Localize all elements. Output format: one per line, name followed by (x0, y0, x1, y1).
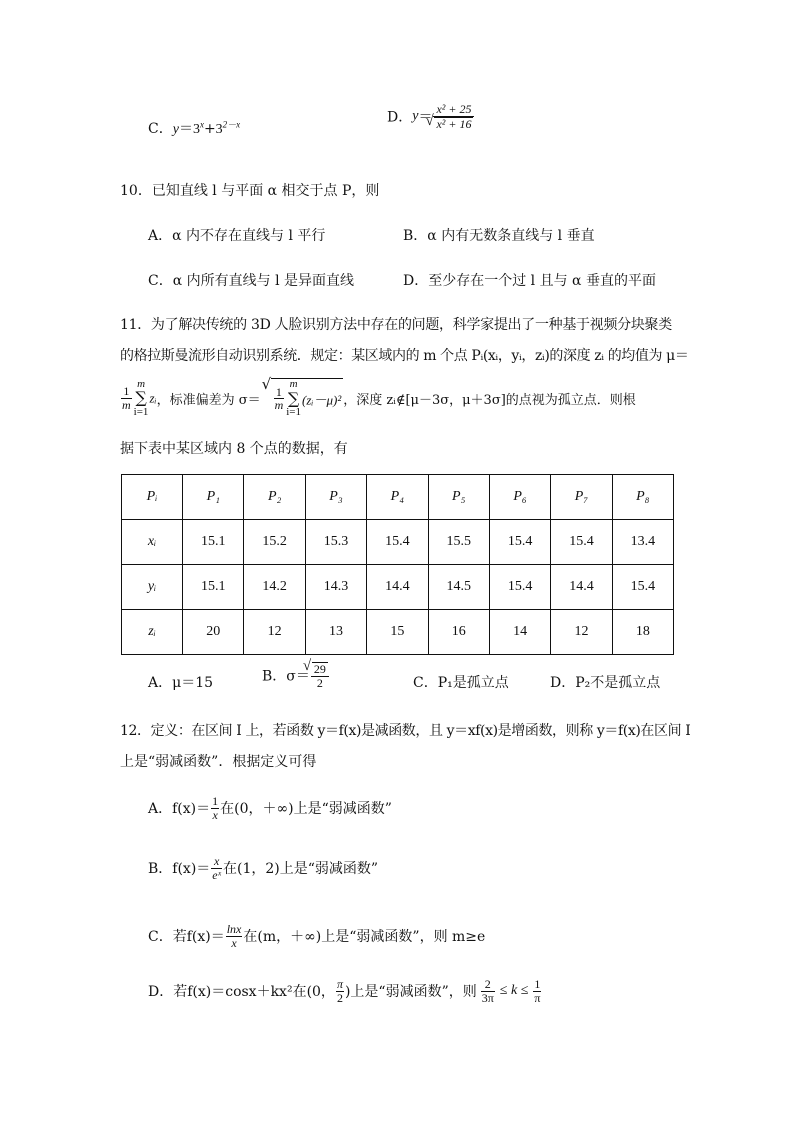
q12-line1: 12．定义：在区间 I 上，若函数 y＝f(x)是减函数，且 y＝xf(x)是增函数，则称 y＝f(x)在区间 I (120, 723, 691, 739)
q11-option-c: C．P₁是孤立点 (413, 675, 509, 691)
q11-line4: 据下表中某区域内 8 个点的数据，有 (120, 441, 348, 457)
q9-d-fraction: x² + 25 √ x² + 16 (433, 103, 474, 130)
table-row: yᵢ 15.1 14.2 14.3 14.4 14.5 15.4 14.4 15.4 (122, 565, 674, 610)
q10-option-a: A．α 内不存在直线与 l 平行 (148, 228, 326, 244)
q11-option-a: A．μ＝15 (148, 675, 214, 691)
q12-option-a: A．f(x)＝ $\frac{1}{x}$ 在(0，＋∞)上是“弱减函数” (148, 794, 392, 822)
q9-option-d: D．y＝ x² + 25 √ x² + 16 (387, 103, 475, 130)
table-row: xᵢ 15.1 15.2 15.3 15.4 15.5 15.4 15.4 13.4 (122, 520, 674, 565)
q11-option-d: D．P₂不是孤立点 (550, 675, 661, 691)
q12-option-c: C．若f(x)＝ $\frac{\ln x}{x}$ 在(m，＋∞)上是“弱减函数”，则 m≥e (148, 922, 486, 950)
table-row: Pᵢ P₁ P₂ P₃ P₄ P₅ P₆ P₇ P₈ (122, 475, 674, 520)
q9-option-c: C．$y=3^x+3^{2-x}$ (148, 119, 241, 137)
q12-line2: 上是“弱减函数”．根据定义可得 (120, 754, 317, 770)
q11-option-b: B．σ＝ √ $\frac{29}{2}$ (262, 662, 330, 689)
q10-option-c: C．α 内所有直线与 l 是异面直线 (148, 273, 354, 289)
q11-line1: 11．为了解决传统的 3D 人脸识别方法中存在的问题，科学家提出了一种基于视频分块聚类 (120, 317, 672, 333)
sum-symbol: m ∑ i=1 (133, 377, 149, 418)
q12-option-d: D．若f(x)＝cosx＋kx²在(0， $\frac{\pi}{2}$ )上是“弱减函数”，则 $\frac{2}{3\pi}$ ≤ k ≤ $\frac{1}{\pi}$ (148, 977, 541, 1005)
mean-fraction: $\frac{1}{m}$ (122, 384, 131, 412)
q10-option-b: B．α 内有无数条直线与 l 垂直 (403, 228, 595, 244)
q11-line2: 的格拉斯曼流形自动识别系统．规定：某区域内的 m 个点 Pᵢ(xᵢ，yᵢ，zᵢ)的深度 zᵢ 的均值为 μ＝ (120, 348, 689, 364)
data-table (121, 474, 674, 655)
std-radical: √ $\frac{1}{m}$ m ∑ i=1 (zᵢ－μ)² (271, 378, 344, 419)
sigma-fraction: √ $\frac{29}{2}$ (311, 662, 329, 689)
table-row: zᵢ 20 12 13 15 16 14 12 18 (122, 610, 674, 655)
q11-formula-line: $\frac{1}{m}$ m ∑ i=1 zᵢ，标准偏差为 σ＝ √ $\frac{1}{m}$ m ∑ i=1 (zᵢ－μ)² ，深度 zᵢ∉[μ－3σ，μ＋3σ]的点视为孤立点．则根 (120, 378, 636, 419)
q12-option-b: B．f(x)＝ $\frac{x}{\text{eˣ}}$ 在(1，2)上是“弱减函数” (148, 854, 379, 882)
q10-option-d: D．至少存在一个过 l 且与 α 垂直的平面 (403, 273, 656, 289)
q10-stem: 10．已知直线 l 与平面 α 相交于点 P，则 (120, 183, 380, 199)
